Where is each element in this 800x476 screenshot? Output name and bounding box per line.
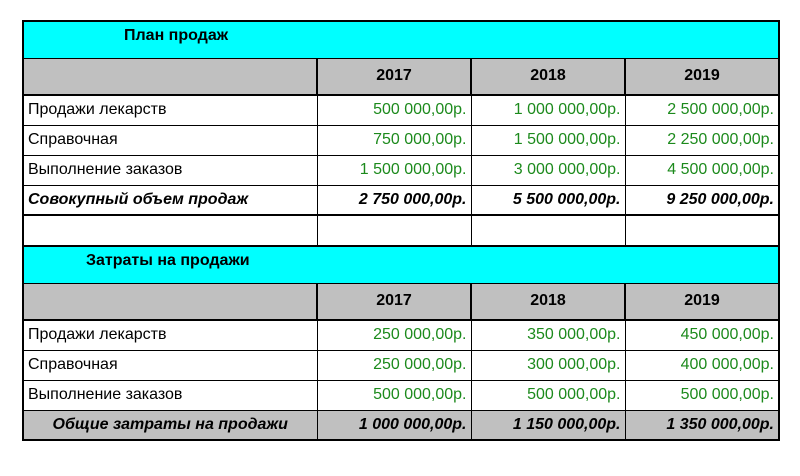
sales-costs-total-row (23, 410, 779, 440)
year-header[interactable]: 2019 (625, 283, 779, 320)
table-row (23, 125, 779, 155)
value-cell[interactable]: 500 000,00р. (625, 380, 779, 410)
value-cell[interactable]: 500 000,00р. (317, 380, 471, 410)
sales-costs-title-row (23, 246, 779, 283)
year-header[interactable]: 2019 (625, 58, 779, 95)
total-value[interactable]: 1 150 000,00р. (471, 410, 625, 440)
value-cell[interactable]: 450 000,00р. (625, 320, 779, 350)
value-cell[interactable]: 1 500 000,00р. (317, 155, 471, 185)
value-cell[interactable]: 300 000,00р. (471, 350, 625, 380)
table-row (23, 155, 779, 185)
value-cell[interactable]: 2 500 000,00р. (625, 95, 779, 125)
row-label[interactable]: Продажи лекарств (23, 95, 317, 125)
sales-costs-header-row (23, 283, 779, 320)
value-cell[interactable]: 1 000 000,00р. (471, 95, 625, 125)
sales-plan-total-row (23, 185, 779, 215)
empty-cell[interactable] (625, 215, 779, 246)
value-cell[interactable]: 400 000,00р. (625, 350, 779, 380)
value-cell[interactable]: 3 000 000,00р. (471, 155, 625, 185)
empty-cell[interactable] (317, 215, 471, 246)
year-header[interactable]: 2017 (317, 283, 471, 320)
row-label[interactable]: Продажи лекарств (23, 320, 317, 350)
total-value[interactable]: 9 250 000,00р. (625, 185, 779, 215)
row-label[interactable]: Справочная (23, 125, 317, 155)
total-value[interactable]: 1 000 000,00р. (317, 410, 471, 440)
year-header[interactable]: 2017 (317, 58, 471, 95)
value-cell[interactable]: 250 000,00р. (317, 320, 471, 350)
value-cell[interactable]: 500 000,00р. (317, 95, 471, 125)
value-cell[interactable]: 750 000,00р. (317, 125, 471, 155)
sales-plan-title-row (23, 21, 779, 58)
value-cell[interactable]: 500 000,00р. (471, 380, 625, 410)
row-label[interactable]: Выполнение заказов (23, 380, 317, 410)
total-value[interactable]: 5 500 000,00р. (471, 185, 625, 215)
year-header[interactable]: 2018 (471, 283, 625, 320)
empty-cell[interactable] (471, 215, 625, 246)
header-cell-empty[interactable] (23, 58, 317, 95)
value-cell[interactable]: 2 250 000,00р. (625, 125, 779, 155)
value-cell[interactable]: 350 000,00р. (471, 320, 625, 350)
value-cell[interactable]: 250 000,00р. (317, 350, 471, 380)
table-row (23, 380, 779, 410)
total-value[interactable]: 1 350 000,00р. (625, 410, 779, 440)
row-label[interactable]: Выполнение заказов (23, 155, 317, 185)
table-row (23, 95, 779, 125)
empty-row (23, 215, 779, 246)
sales-plan-title[interactable]: План продаж (23, 21, 779, 58)
total-value[interactable]: 2 750 000,00р. (317, 185, 471, 215)
sales-plan-header-row (23, 58, 779, 95)
value-cell[interactable]: 1 500 000,00р. (471, 125, 625, 155)
header-cell-empty[interactable] (23, 283, 317, 320)
table-row (23, 320, 779, 350)
total-label[interactable]: Совокупный объем продаж (23, 185, 317, 215)
value-cell[interactable]: 4 500 000,00р. (625, 155, 779, 185)
sales-spreadsheet (22, 20, 780, 441)
table-row (23, 350, 779, 380)
empty-cell[interactable] (23, 215, 317, 246)
year-header[interactable]: 2018 (471, 58, 625, 95)
total-label[interactable]: Общие затраты на продажи (23, 410, 317, 440)
row-label[interactable]: Справочная (23, 350, 317, 380)
sales-costs-title[interactable]: Затраты на продажи (23, 246, 779, 283)
